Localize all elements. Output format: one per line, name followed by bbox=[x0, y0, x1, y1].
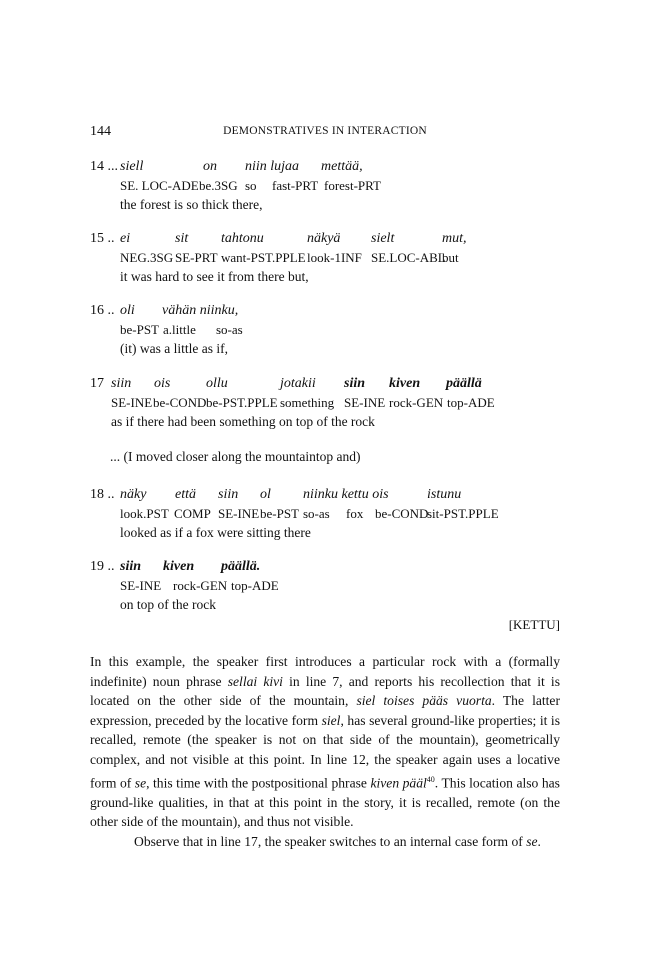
gloss-line bbox=[90, 506, 560, 525]
gloss: NEG.3SG bbox=[120, 250, 174, 265]
word: päällä. bbox=[221, 559, 261, 574]
gloss: look-1INF bbox=[307, 250, 362, 265]
source-tag: [KETTU] bbox=[508, 617, 560, 632]
gloss: SE-INE bbox=[111, 395, 153, 410]
word: sit bbox=[175, 231, 189, 246]
word: niin lujaa bbox=[245, 159, 300, 174]
gloss: COMP bbox=[174, 506, 211, 521]
gloss: fox bbox=[346, 506, 364, 521]
translation: it was hard to see it from there but, bbox=[120, 269, 309, 284]
gloss: be-COND bbox=[153, 395, 207, 410]
paragraph: In this example, the speaker first introduces a particular rock with a (formally indefinite) noun phrase sellai kivi in line 7, and reports his recollection that it is located on the other side of the mountain, siel toises pääs vuorta. The latter expression, preceded by the locative form siel, has several ground-like properties; it is recalled, remote (the speaker is not on that side of the mountain), geometrically complex, and not visible at this point. In line 12, the speaker again uses a locative form of se, this time with the postpositional phrase kiven pääl$^{40}$. This location also has ground-like qualities, in that at this point in the story, it is recalled, remote (on the other side of the mountain), and thus not visible. bbox=[90, 654, 560, 830]
word: ei bbox=[120, 231, 131, 246]
gloss: so bbox=[245, 178, 257, 193]
example-17 bbox=[90, 376, 560, 433]
word: jotakii bbox=[280, 376, 316, 391]
translation: looked as if a fox were sitting there bbox=[120, 525, 311, 540]
gloss: SE-INE bbox=[218, 506, 260, 521]
original-line bbox=[90, 487, 560, 506]
page-header bbox=[90, 124, 560, 142]
gloss: so-as bbox=[216, 322, 243, 337]
gloss: top-ADE bbox=[231, 578, 279, 593]
word: siell bbox=[120, 159, 144, 174]
translation: as if there had been something on top of the rock bbox=[111, 414, 375, 429]
word: siin bbox=[344, 376, 366, 391]
word: näky bbox=[120, 487, 147, 502]
word: että bbox=[175, 487, 196, 502]
word: päällä bbox=[446, 376, 482, 391]
narrative-note: ... (I moved closer along the mountaintop and) bbox=[110, 449, 361, 464]
page-number: 144 bbox=[90, 124, 111, 139]
body-text bbox=[90, 652, 560, 851]
gloss-line bbox=[90, 395, 560, 414]
source-label: KETTU bbox=[513, 617, 556, 632]
footnote-marker: 40 bbox=[426, 774, 435, 784]
gloss: SE. LOC-ADE bbox=[120, 178, 199, 193]
word: näkyä bbox=[307, 231, 341, 246]
word: sielt bbox=[371, 231, 395, 246]
line-number: 15 .. bbox=[90, 231, 115, 246]
gloss: SE-INE bbox=[344, 395, 386, 410]
example-15 bbox=[90, 231, 560, 288]
line-number: 17 bbox=[90, 376, 104, 391]
line-number: 14 ... bbox=[90, 159, 118, 174]
line-number: 16 .. bbox=[90, 303, 115, 318]
example-18 bbox=[90, 487, 560, 544]
gloss: look.PST bbox=[120, 506, 169, 521]
word: niinku kettu ois bbox=[303, 487, 389, 502]
original-line bbox=[90, 231, 560, 250]
gloss: SE.LOC-ABL bbox=[371, 250, 446, 265]
gloss-line bbox=[90, 322, 560, 341]
gloss: be.3SG bbox=[199, 178, 238, 193]
original-line bbox=[90, 303, 560, 322]
word: siin bbox=[218, 487, 239, 502]
word: mut, bbox=[442, 231, 467, 246]
word: kiven bbox=[389, 376, 421, 391]
word: kiven bbox=[163, 559, 195, 574]
original-line bbox=[90, 559, 560, 578]
line-number: 18 .. bbox=[90, 487, 115, 502]
word: on bbox=[203, 159, 217, 174]
word: siin bbox=[120, 559, 142, 574]
translation: the forest is so thick there, bbox=[120, 197, 263, 212]
example-16 bbox=[90, 303, 560, 360]
original-line bbox=[90, 159, 560, 178]
gloss: fast-PRT bbox=[272, 178, 319, 193]
gloss-line bbox=[90, 250, 560, 269]
gloss: forest-PRT bbox=[324, 178, 381, 193]
word: oli bbox=[120, 303, 135, 318]
gloss: something bbox=[280, 395, 335, 410]
line-number: 19 .. bbox=[90, 559, 115, 574]
word: ois bbox=[154, 376, 171, 391]
gloss: so-as bbox=[303, 506, 330, 521]
running-head: DEMONSTRATIVES IN INTERACTION bbox=[223, 125, 427, 137]
gloss: top-ADE bbox=[447, 395, 495, 410]
example-14 bbox=[90, 159, 560, 216]
gloss: SE-INE bbox=[120, 578, 162, 593]
translation: (it) was a little as if, bbox=[120, 341, 228, 356]
word: vähän niinku, bbox=[162, 303, 239, 318]
word: tahtonu bbox=[221, 231, 264, 246]
gloss: be-PST bbox=[120, 322, 159, 337]
word: ol bbox=[260, 487, 271, 502]
word: ollu bbox=[206, 376, 228, 391]
word: istunu bbox=[427, 487, 462, 502]
gloss: sit-PST.PPLE bbox=[427, 506, 499, 521]
gloss-line bbox=[90, 178, 560, 197]
gloss-line bbox=[90, 578, 560, 597]
gloss: rock-GEN bbox=[389, 395, 444, 410]
original-line bbox=[90, 376, 560, 395]
word: siin bbox=[111, 376, 132, 391]
gloss: want-PST.PPLE bbox=[221, 250, 306, 265]
gloss: a.little bbox=[163, 322, 196, 337]
example-19 bbox=[90, 559, 560, 616]
paragraph: Observe that in line 17, the speaker switches to an internal case form of se. bbox=[134, 833, 541, 849]
gloss: be-PST bbox=[260, 506, 299, 521]
gloss: rock-GEN bbox=[173, 578, 228, 593]
translation: on top of the rock bbox=[120, 597, 216, 612]
gloss: but bbox=[442, 250, 459, 265]
gloss: SE-PRT bbox=[175, 250, 218, 265]
gloss: be-COND bbox=[375, 506, 429, 521]
gloss: be-PST.PPLE bbox=[206, 395, 278, 410]
word: mettää, bbox=[321, 159, 363, 174]
